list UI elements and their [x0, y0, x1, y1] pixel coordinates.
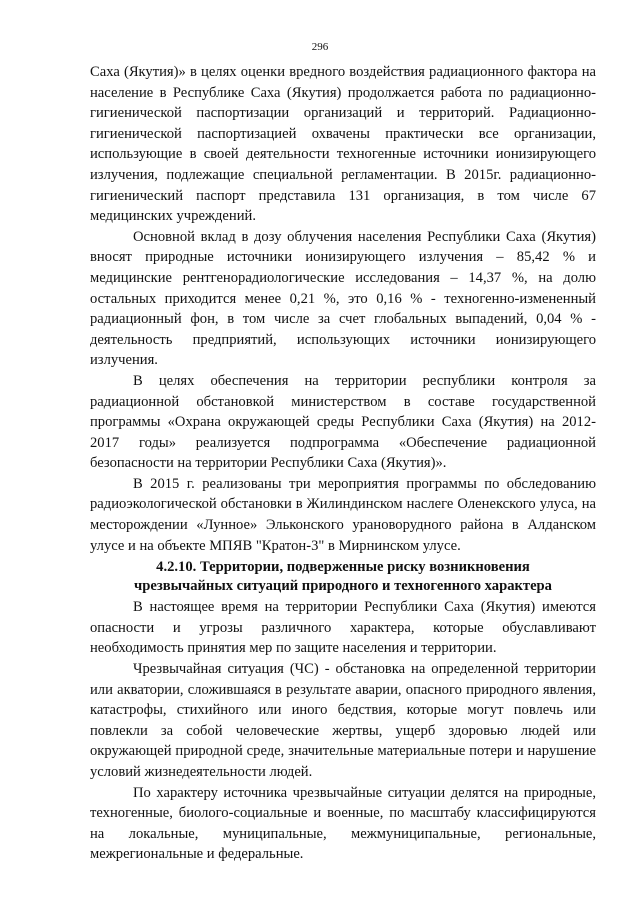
page-number: 296: [311, 41, 329, 53]
section-heading-line-1: 4.2.10. Территории, подверженные риску возникновения: [156, 559, 530, 576]
paragraph-2015-activities: В 2015 г. реализованы три мероприятия программы по обследованию радиоэкологической обстановки в Жилиндинском наслеге Оленекского улуса, на месторождении «Лунное» Эльконского урановорудного района в Алданском улусе и на объекте МПЯВ "Кратон-3" в Мирнинском улусе.: [90, 475, 596, 554]
paragraph-emergency-definition: Чрезвычайная ситуация (ЧС) - обстановка на определенной территории или акватории, сложившаяся в результате аварии, опасного природного явления, катастрофы, стихийного или иного бедствия, которые могут повлечь или повлекли за собой человеческие жертвы, ущерб здоровью людей или окружающей природной среде, значительные материальные потери и нарушение условий жизнедеятельности людей.: [90, 661, 596, 780]
paragraph-dose-contribution: Основной вклад в дозу облучения населения Республики Саха (Якутия) вносят природные источники ионизирующего излучения – 85,42 % и медицинские рентгенорадиологические исследования – 14,37 %, на долю остальных приходится менее 0,21 %, это 0,16 % - техногенно-измененный радиационный фон, в том числе за счет глобальных выпадений, 0,04 % - деятельность предприятий, использующих источники ионизирующего излучения.: [90, 228, 596, 369]
paragraph-emergency-classification: По характеру источника чрезвычайные ситуации делятся на природные, техногенные, биолого-социальные и военные, по масштабу классифицируются на локальные, муниципальные, межмуниципальные, региональные, межрегиональные и федеральные.: [90, 784, 596, 863]
section-heading-line-2: чрезвычайных ситуаций природного и техногенного характера: [134, 578, 552, 595]
paragraph-radiation-passport: Саха (Якутия)» в целях оценки вредного воздействия радиационного фактора на население в Республике Саха (Якутия) продолжается работа по радиационно-гигиенической паспортизации организаций и территорий. Радиационно-гигиенической паспортизацией охвачены практически все организации, использующие в своей деятельности техногенные источники ионизирующего излучения, подлежащие специальной регламентации. В 2015г. радиационно-гигиенический паспорт представила 131 организация, в том числе 67 медицинских учреждений.: [90, 64, 596, 225]
paragraph-state-program: В целях обеспечения на территории республики контроля за радиационной обстановкой министерством в составе государственной программы «Охрана окружающей среды Республики Саха (Якутия) на 2012-2017 годы» реализуется подпрограмма «Обеспечение радиационной безопасности на территории Республики Саха (Якутия)».: [90, 372, 596, 472]
section-heading: [90, 558, 596, 596]
paragraph-current-hazards: В настоящее время на территории Республики Саха (Якутия) имеются опасности и угрозы различного характера, которые обуславливают необходимость принятия мер по защите населения и территории.: [90, 599, 596, 657]
body-text: [90, 62, 596, 865]
